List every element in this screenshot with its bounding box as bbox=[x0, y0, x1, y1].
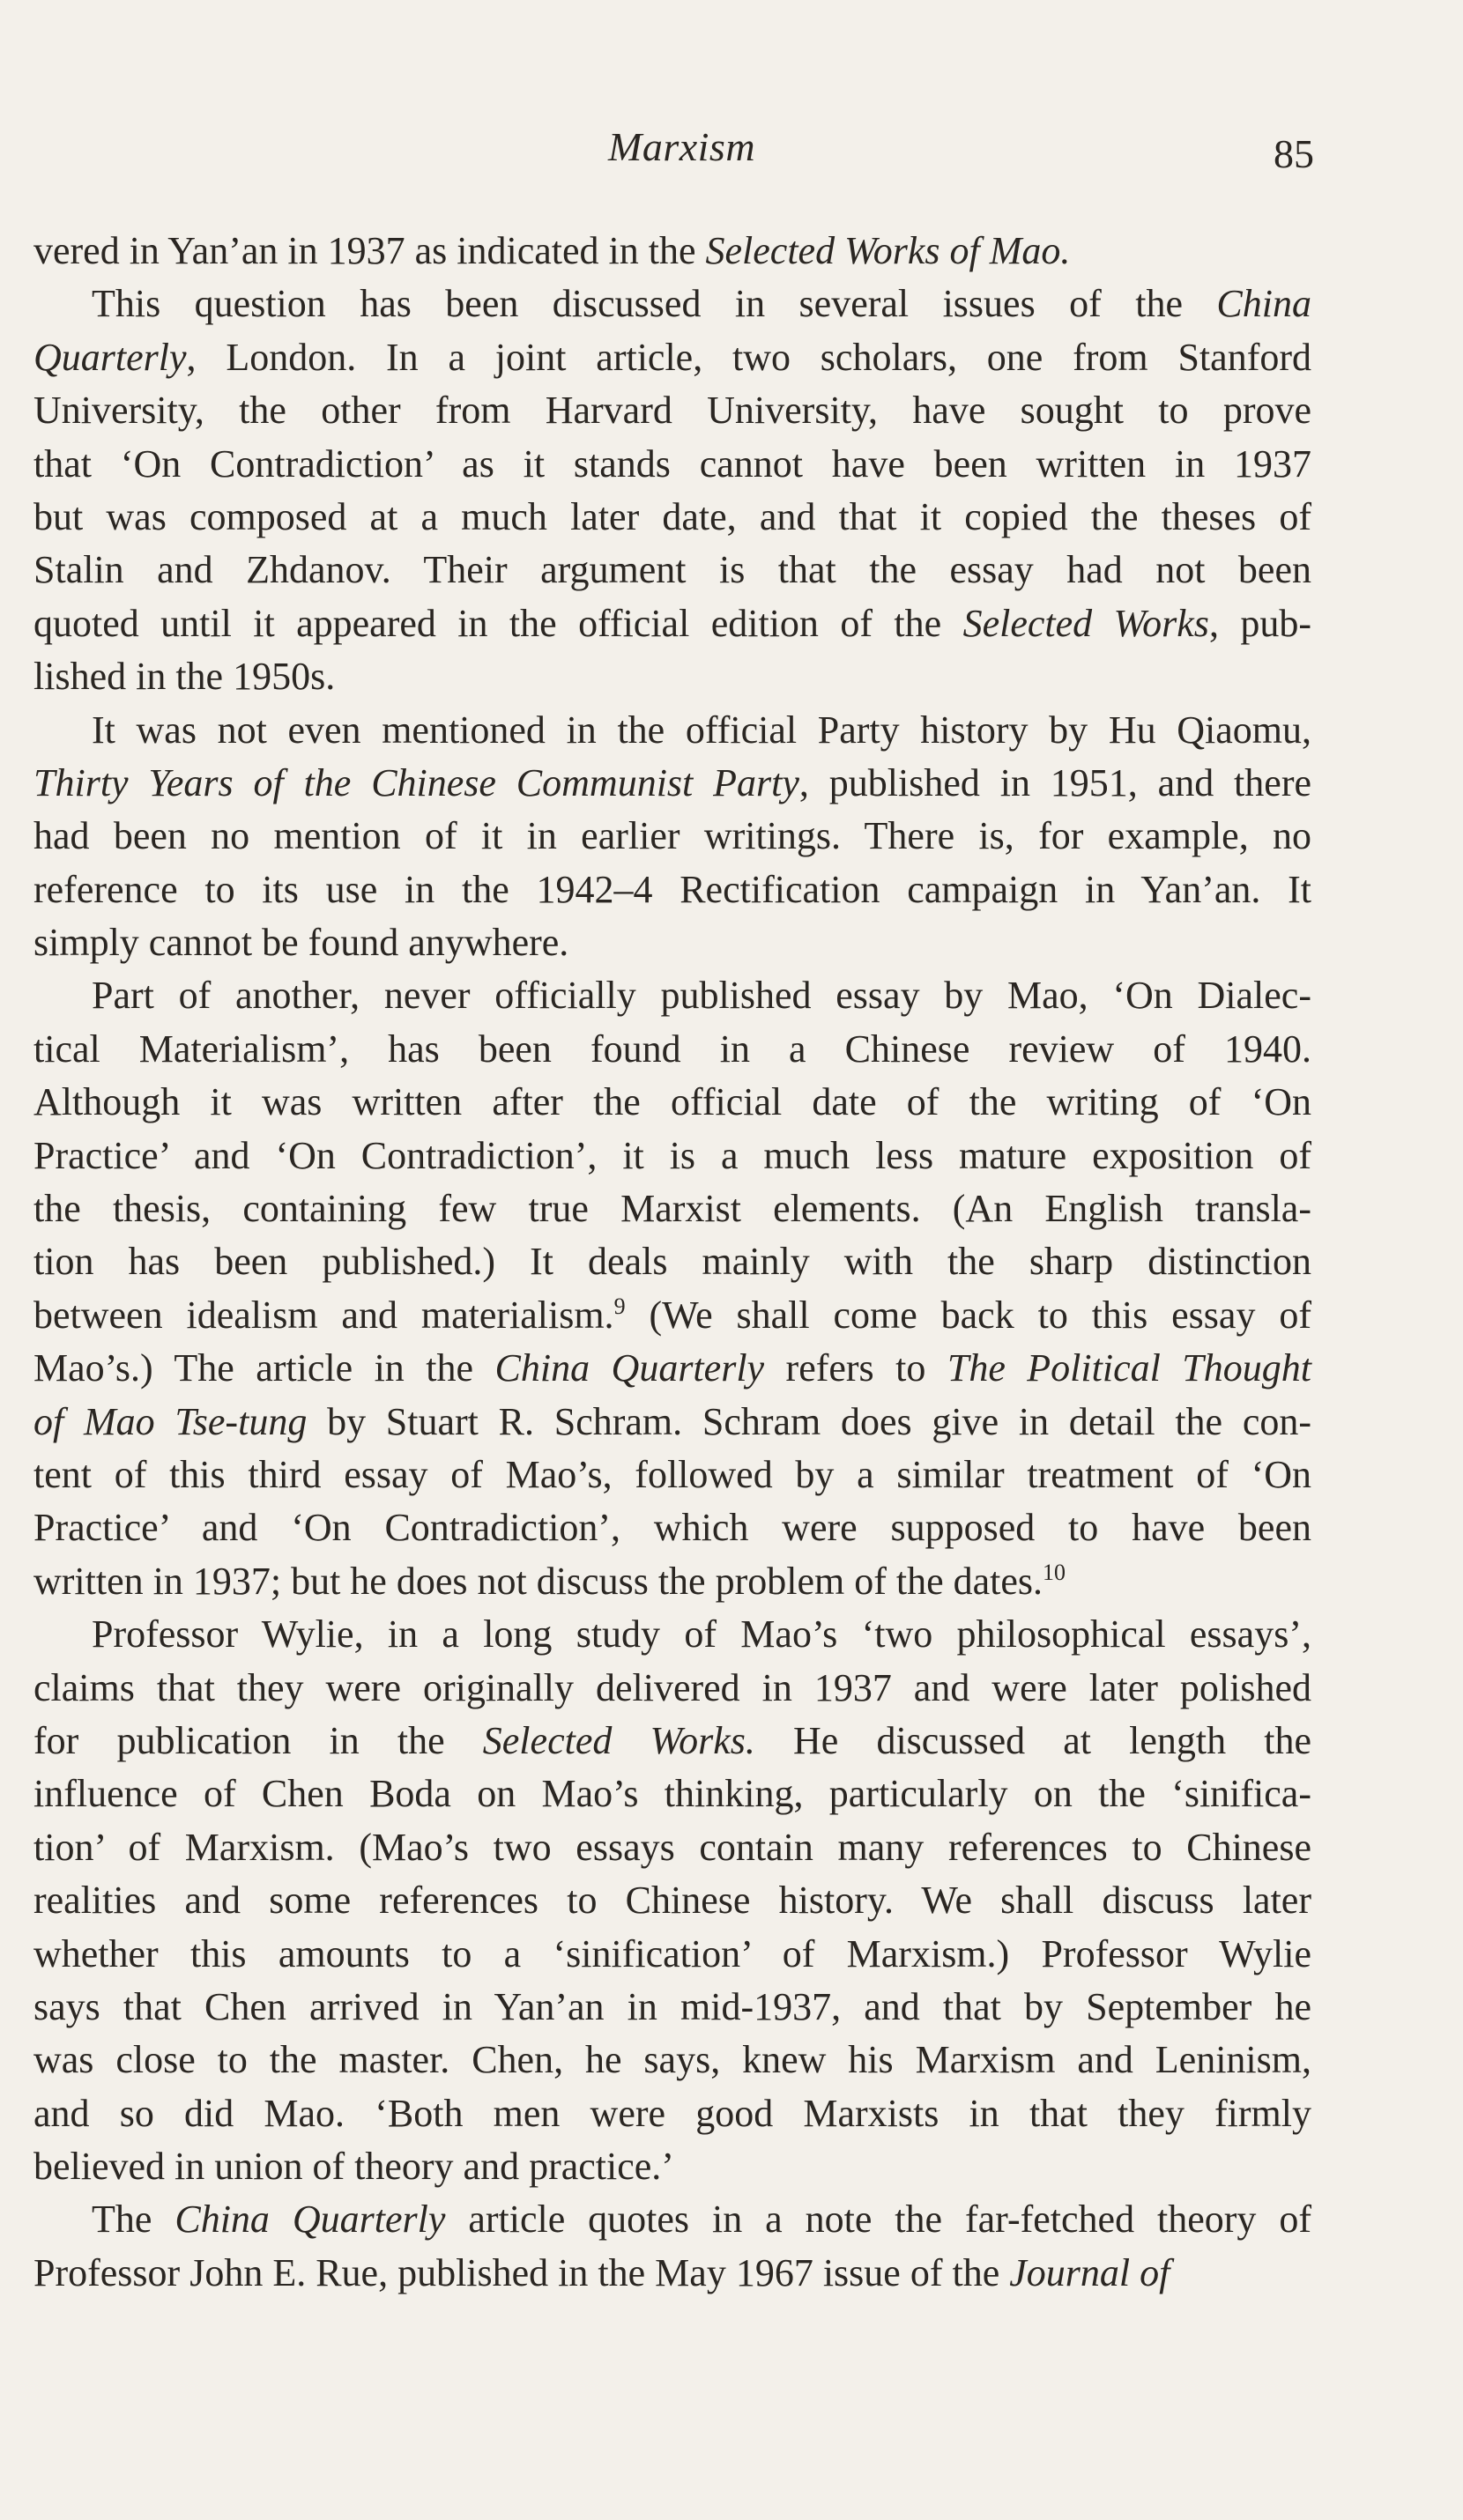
text-run: , pub- bbox=[1208, 601, 1311, 645]
text-line bbox=[33, 757, 1311, 810]
text-line bbox=[33, 704, 1311, 757]
text-line bbox=[33, 1342, 1311, 1395]
text-line bbox=[33, 810, 1311, 863]
text-line bbox=[33, 863, 1311, 916]
text-line bbox=[33, 1130, 1311, 1182]
text-run: believed in union of theory and practice.’ bbox=[33, 2145, 674, 2189]
text-line bbox=[33, 2140, 1311, 2193]
text-run: Mao’s.) The article in the bbox=[33, 1346, 495, 1390]
text-line bbox=[33, 1662, 1311, 1715]
text-run: He discussed at length the bbox=[754, 1718, 1311, 1762]
text-line bbox=[33, 384, 1311, 437]
text-run: Part of another, never officially published essay by Mao, ‘On Dialec- bbox=[92, 974, 1311, 1018]
text-run: the thesis, containing few true Marxist elements. (An English transla- bbox=[33, 1187, 1311, 1231]
text-line bbox=[33, 1076, 1311, 1129]
text-line bbox=[33, 1501, 1311, 1554]
italic-title: Journal of bbox=[1009, 2250, 1170, 2294]
text-line bbox=[33, 1928, 1311, 1981]
text-line bbox=[33, 2247, 1311, 2300]
text-run: tion’ of Marxism. (Mao’s two essays contain many references to Chinese bbox=[33, 1825, 1311, 1869]
text-line bbox=[33, 597, 1311, 650]
text-line bbox=[33, 1981, 1311, 2034]
text-line bbox=[33, 1023, 1311, 1076]
text-run: says that Chen arrived in Yan’an in mid-1937, and that by September he bbox=[33, 1984, 1311, 2028]
text-line bbox=[33, 1608, 1311, 1661]
italic-title: Quarterly bbox=[33, 335, 187, 379]
italic-title: Thirty Years of the Chinese Communist Party bbox=[33, 760, 799, 804]
text-run: University, the other from Harvard University, have sought to prove bbox=[33, 389, 1311, 433]
text-run: Practice’ and ‘On Contradiction’, which were supposed to have been bbox=[33, 1506, 1311, 1550]
text-line bbox=[33, 225, 1311, 278]
body-text bbox=[33, 225, 1311, 2300]
italic-title: Selected Works of Mao. bbox=[705, 229, 1071, 272]
footnote-reference: 10 bbox=[1043, 1559, 1066, 1585]
text-line bbox=[33, 2193, 1311, 2246]
text-run: by Stuart R. Schram. Schram does give in detail the con- bbox=[307, 1399, 1312, 1443]
text-line bbox=[33, 916, 1311, 969]
text-run: article quotes in a note the far-fetched theory of bbox=[445, 2198, 1311, 2242]
text-line bbox=[33, 438, 1311, 491]
text-line bbox=[33, 2087, 1311, 2140]
italic-title: The Political Thought bbox=[947, 1346, 1312, 1390]
text-run: was close to the master. Chen, he says, knew his Marxism and Leninism, bbox=[33, 2038, 1311, 2082]
text-run: , London. In a joint article, two scholars, one from Stanford bbox=[186, 335, 1311, 379]
italic-title: China Quarterly bbox=[494, 1346, 765, 1390]
text-line bbox=[33, 1715, 1311, 1768]
text-line bbox=[33, 1555, 1311, 1608]
text-line bbox=[33, 1235, 1311, 1288]
text-run: This question has been discussed in several issues of the bbox=[92, 282, 1217, 326]
page-number: 85 bbox=[1274, 131, 1314, 176]
text-run: reference to its use in the 1942–4 Rectification campaign in Yan’an. It bbox=[33, 867, 1311, 911]
text-line bbox=[33, 1396, 1311, 1449]
text-run: tent of this third essay of Mao’s, followed by a similar treatment of ‘On bbox=[33, 1452, 1311, 1496]
text-run: had been no mention of it in earlier writings. There is, for example, no bbox=[33, 814, 1311, 858]
text-line bbox=[33, 2034, 1311, 2086]
text-run: vered in Yan’an in 1937 as indicated in the bbox=[33, 229, 706, 272]
text-line bbox=[33, 1768, 1311, 1820]
text-run: lished in the 1950s. bbox=[33, 655, 336, 699]
text-run: Practice’ and ‘On Contradiction’, it is a much less mature exposition of bbox=[33, 1133, 1311, 1177]
text-run: (We shall come back to this essay of bbox=[625, 1293, 1311, 1337]
text-line bbox=[33, 1449, 1311, 1501]
text-run: realities and some references to Chinese history. We shall discuss later bbox=[33, 1879, 1311, 1923]
text-run: claims that they were originally delivered in 1937 and were later polished bbox=[33, 1665, 1311, 1709]
italic-title: Selected Works bbox=[962, 601, 1209, 645]
italic-title: Selected Works. bbox=[482, 1718, 755, 1762]
text-run: but was composed at a much later date, and that it copied the theses of bbox=[33, 494, 1311, 538]
text-line bbox=[33, 491, 1311, 544]
running-header bbox=[0, 123, 1463, 185]
text-run: It was not even mentioned in the official Party history by Hu Qiaomu, bbox=[92, 708, 1311, 752]
text-line bbox=[33, 278, 1311, 330]
text-run: influence of Chen Boda on Mao’s thinking, particularly on the ‘sinifica- bbox=[33, 1772, 1311, 1816]
text-run: Although it was written after the official date of the writing of ‘On bbox=[33, 1080, 1311, 1124]
text-run: between idealism and materialism. bbox=[33, 1293, 614, 1337]
text-run: Stalin and Zhdanov. Their argument is that the essay had not been bbox=[33, 548, 1311, 592]
footnote-reference: 9 bbox=[613, 1293, 626, 1319]
text-run: and so did Mao. ‘Both men were good Marxists in that they firmly bbox=[33, 2091, 1311, 2135]
text-run: tion has been published.) It deals mainly with the sharp distinction bbox=[33, 1240, 1311, 1284]
text-run: that ‘On Contradiction’ as it stands cannot have been written in 1937 bbox=[33, 441, 1311, 485]
text-run: quoted until it appeared in the official edition of the bbox=[33, 601, 963, 645]
text-line bbox=[33, 650, 1311, 703]
text-run: Professor Wylie, in a long study of Mao’s ‘two philosophical essays’, bbox=[92, 1612, 1311, 1657]
italic-title: China bbox=[1216, 282, 1311, 326]
text-line bbox=[33, 544, 1311, 597]
text-run: Professor John E. Rue, published in the May 1967 issue of the bbox=[33, 2250, 1010, 2294]
text-run: simply cannot be found anywhere. bbox=[33, 921, 569, 965]
text-run: written in 1937; but he does not discuss the problem of the dates. bbox=[33, 1559, 1043, 1603]
text-line bbox=[33, 1182, 1311, 1235]
italic-title: of Mao Tse-tung bbox=[33, 1399, 308, 1443]
text-line bbox=[33, 1874, 1311, 1927]
text-run: , published in 1951, and there bbox=[798, 760, 1311, 804]
text-line bbox=[33, 969, 1311, 1022]
text-run: for publication in the bbox=[33, 1718, 483, 1762]
text-line bbox=[33, 1289, 1311, 1342]
text-run: refers to bbox=[764, 1346, 947, 1390]
text-run: The bbox=[92, 2198, 175, 2242]
text-line bbox=[33, 331, 1311, 384]
text-line bbox=[33, 1821, 1311, 1874]
running-title: Marxism bbox=[608, 124, 756, 169]
italic-title: China Quarterly bbox=[175, 2198, 446, 2242]
text-run: whether this amounts to a ‘sinification’ of Marxism.) Professor Wylie bbox=[33, 1931, 1311, 1975]
text-run: tical Materialism’, has been found in a Chinese review of 1940. bbox=[33, 1027, 1311, 1071]
